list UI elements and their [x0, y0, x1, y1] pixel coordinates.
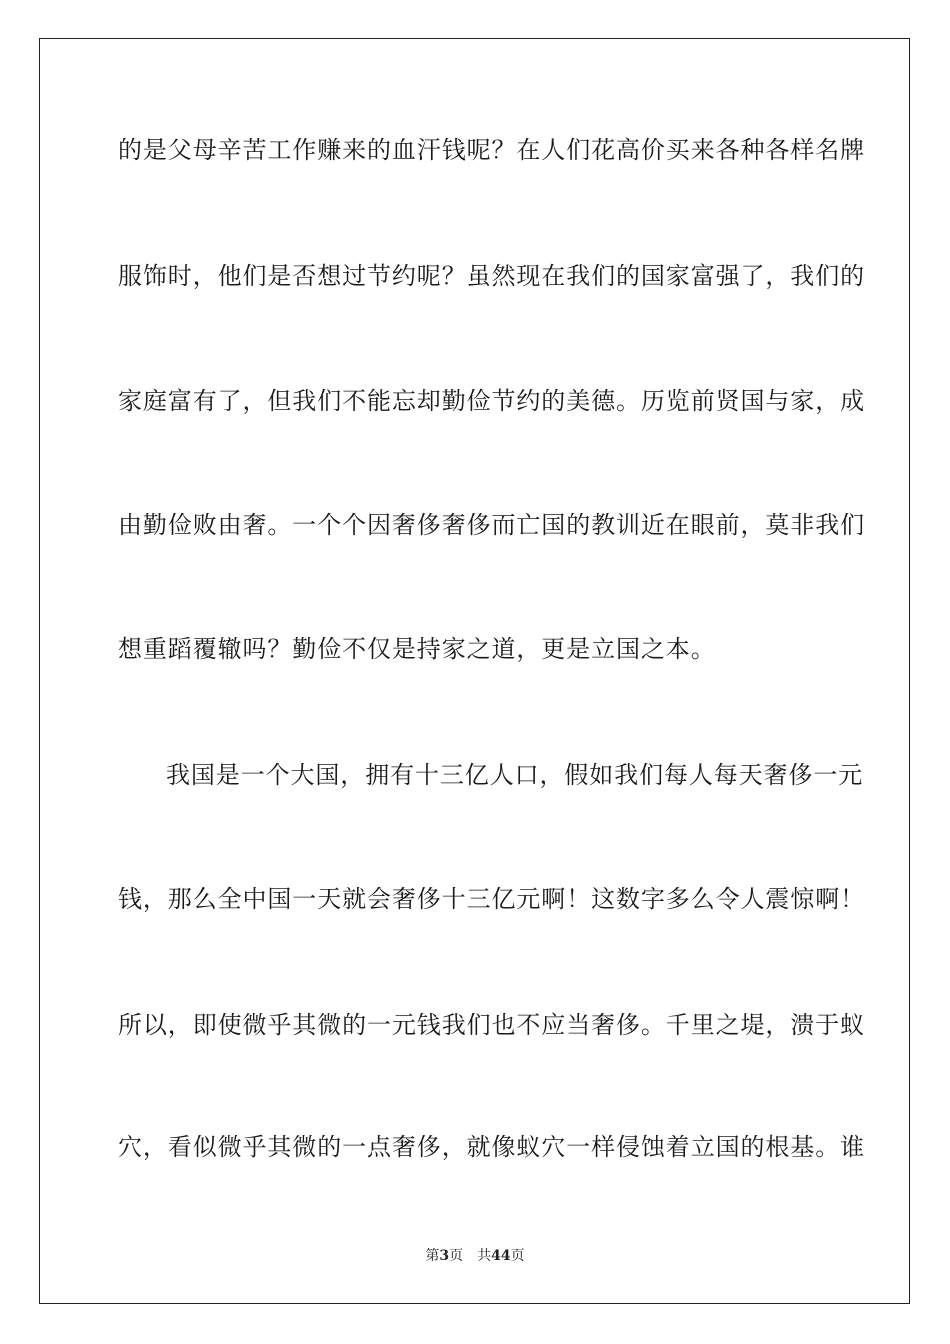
- text-line: 的是父母辛苦工作赚来的血汗钱呢？在人们花高价买来各种各样名牌: [118, 136, 865, 164]
- text-line: 钱，那么全中国一天就会奢侈十三亿元啊！这数字多么令人震惊啊！: [118, 885, 865, 913]
- total-suffix: 页: [510, 1248, 525, 1264]
- text-line: 穴，看似微乎其微的一点奢侈，就像蚁穴一样侵蚀着立国的根基。谁: [118, 1133, 865, 1161]
- text-line: 想重蹈覆辙吗？勤俭不仅是持家之道，更是立国之本。: [118, 635, 716, 663]
- text-line: 服饰时，他们是否想过节约呢？虽然现在我们的国家富强了，我们的: [118, 262, 865, 290]
- paragraph-first-line: 我国是一个大国，拥有十三亿人口，假如我们每人每天奢侈一元: [166, 761, 864, 789]
- text-line: 家庭富有了，但我们不能忘却勤俭节约的美德。历览前贤国与家，成: [118, 387, 865, 415]
- page-suffix: 页: [449, 1248, 464, 1264]
- page-footer: [0, 1247, 950, 1265]
- page-prefix: 第: [425, 1248, 440, 1264]
- text-line: 所以，即使微乎其微的一元钱我们也不应当奢侈。千里之堤，溃于蚁: [118, 1011, 865, 1039]
- total-prefix: 共: [477, 1248, 492, 1264]
- page-number: 3: [439, 1248, 450, 1264]
- page-border: [39, 38, 910, 1304]
- text-line: 由勤俭败由奢。一个个因奢侈奢侈而亡国的教训近在眼前，莫非我们: [118, 511, 865, 539]
- total-pages: 44: [491, 1248, 511, 1264]
